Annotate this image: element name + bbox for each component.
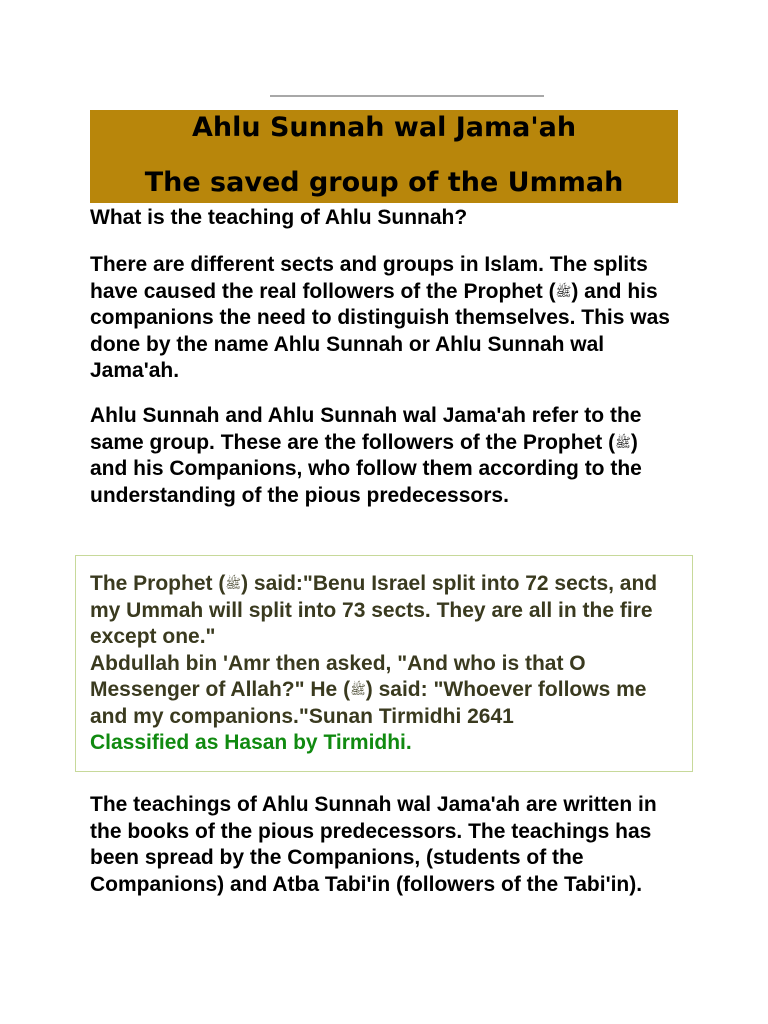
hadith-text: Abdullah bin 'Amr then asked, "And who is that O Messenger of Allah?" He ( [90, 651, 586, 701]
salawat-icon: ﷺ [615, 434, 631, 450]
paragraph-text: Ahlu Sunnah and Ahlu Sunnah wal Jama'ah refer to the same group. These are the followers of the Prophet ( [90, 404, 642, 454]
paragraph-text: There are different sects and groups in Islam. The splits have caused the real followers of the Prophet ( [90, 253, 648, 303]
salawat-icon: ﷺ [555, 283, 572, 299]
hadith-quote [90, 571, 680, 757]
hadith-text: ) said:"Benu Israel split into 72 sects, and my Ummah will split into 73 sects. They are all in the fire except one." [90, 572, 658, 648]
paragraph-definition [90, 403, 680, 509]
hadith-grading: Classified as Hasan by Tirmidhi. [90, 731, 412, 754]
title-banner [90, 110, 678, 203]
paragraph-text: ) and his companions the need to distinguish themselves. This was done by the name Ahlu Sunnah or Ahlu Sunnah wal Jama'ah. [90, 279, 670, 382]
salawat-icon: ﷺ [225, 576, 242, 591]
paragraph-text: ) and his Companions, who follow them according to the understanding of the pious predecessors. [90, 430, 642, 507]
hadith-text: The Prophet ( [90, 572, 226, 595]
page-subtitle: The saved group of the Ummah [144, 167, 624, 198]
page-title: Ahlu Sunnah wal Jama'ah [191, 112, 577, 143]
hadith-text: ) said: "Whoever follows me and my companions."Sunan Tirmidhi 2641 [90, 678, 647, 728]
top-divider [270, 95, 544, 97]
paragraph-sects [90, 252, 680, 385]
salawat-icon: ﷺ [350, 682, 366, 697]
question-heading: What is the teaching of Ahlu Sunnah? [90, 206, 468, 229]
paragraph-teachings: The teachings of Ahlu Sunnah wal Jama'ah are written in the books of the pious predecessors. The teachings has been spread by the Companions, (students of the Companions) and Atba Tabi'in (followers of the Tabi'in). [90, 793, 657, 896]
